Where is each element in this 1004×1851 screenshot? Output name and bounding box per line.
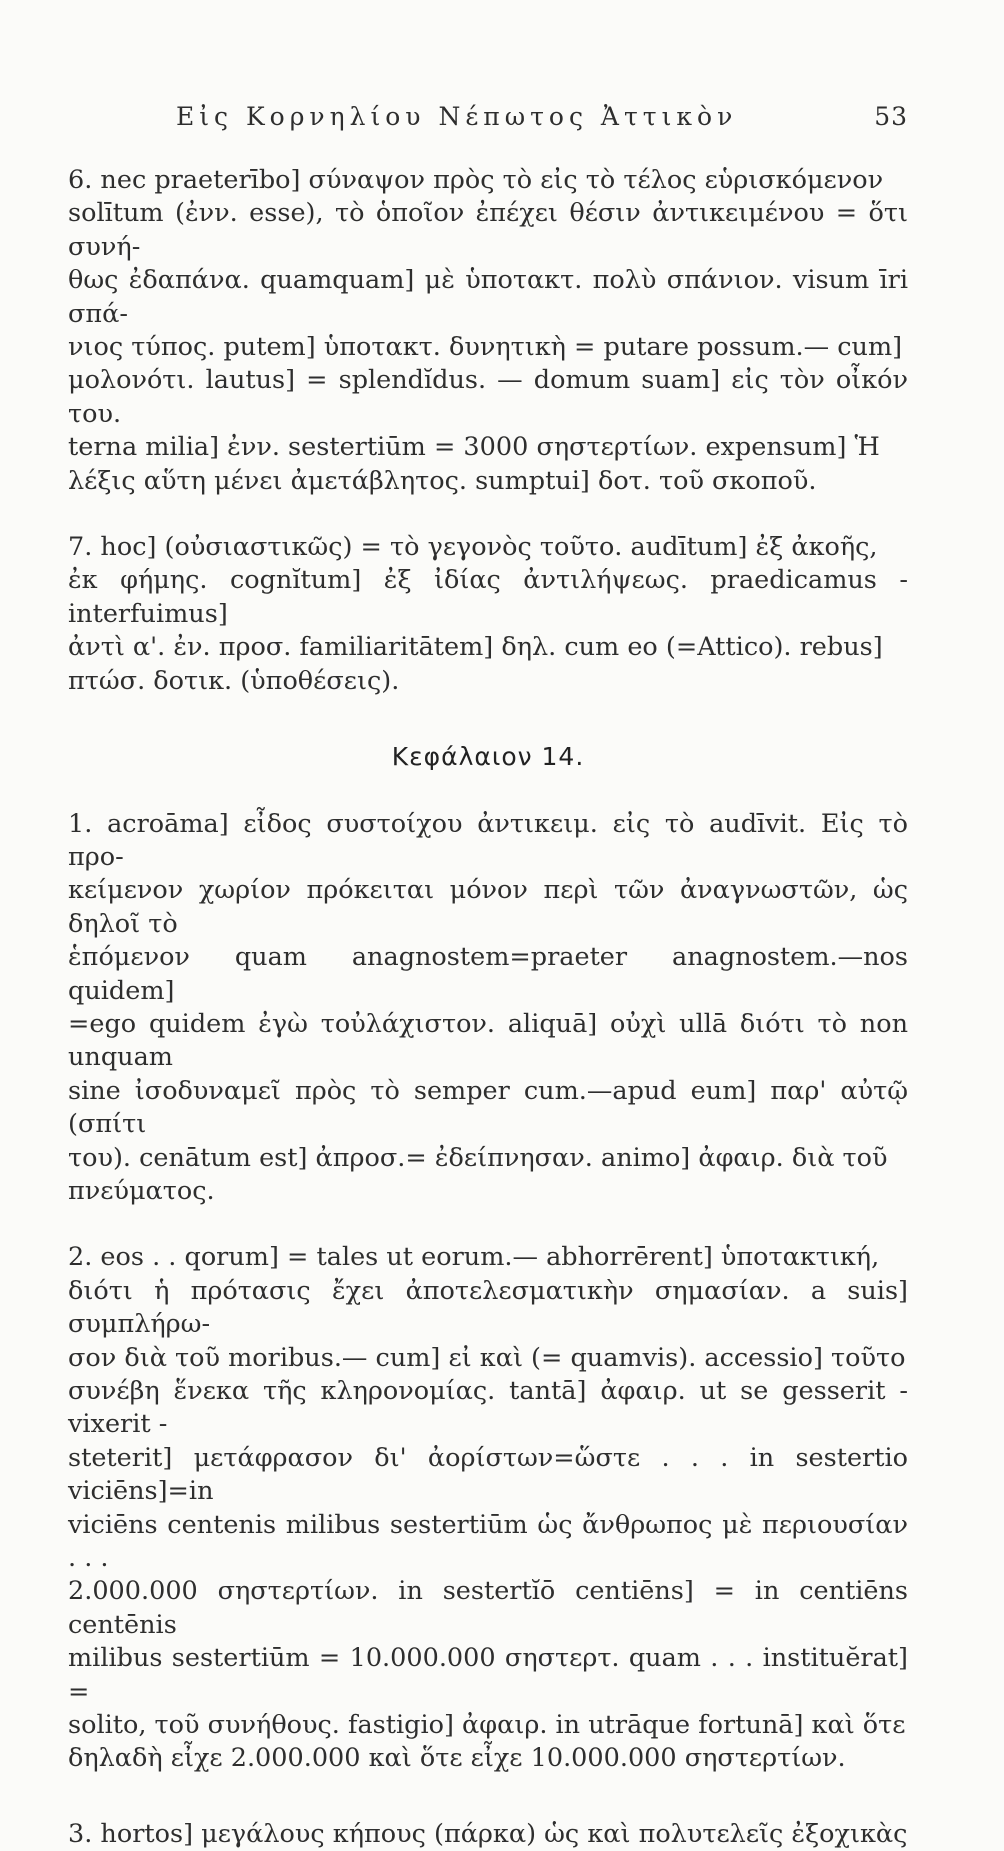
text-line: διότι ἡ πρότασις ἔχει ἀποτελεσματικὴν σημασίαν. a suis] συμπλήρω-: [68, 1275, 908, 1340]
text-line: 6. nec praeterībo] σύναψον πρὸς τὸ εἰς τὸ τέλος εὑρισκόμενον: [68, 165, 884, 195]
commentary-paragraph-7: [68, 531, 908, 698]
text-line: solito, τοῦ συνήθους. fastigio] ἀφαιρ. in utrāque fortunā] καὶ ὅτε: [68, 1710, 906, 1741]
text-line: θως ἐδαπάνα. quamquam] μὲ ὑποτακτ. πολὺ σπάνιον. visum īri σπά-: [68, 265, 908, 329]
text-line: συνέβη ἕνεκα τῆς κληρονομίας. tantā] ἀφαιρ. ut se gesserit - vixerit -: [68, 1376, 908, 1440]
text-line: 1. acroāma] εἶδος συστοίχου ἀντικειμ. εἰς τὸ audīvit. Εἰς τὸ προ-: [68, 808, 908, 872]
text-line: 7. hoc] (οὐσιαστικῶς) = τὸ γεγονὸς τοῦτο. audītum] ἐξ ἀκοῆς,: [68, 532, 878, 563]
running-header: [68, 102, 908, 138]
text-line: 2.000.000 σηστερτίων. in sestertĭō centiēns] = in centiēns centēnis: [68, 1576, 908, 1640]
text-line: πνεύματος.: [68, 1175, 215, 1206]
text-line: steterit] μετάφρασον δι' ἀορίστων=ὥστε . . . in sestertio viciēns]=in: [68, 1442, 908, 1507]
page-number: 53: [874, 102, 908, 131]
text-line: πτώσ. δοτικ. (ὑποθέσεις).: [68, 665, 400, 696]
text-line: terna milia] ἐνν. sestertiūm = 3000 σηστερτίων. expensum] Ἡ: [68, 432, 880, 463]
text-line: solītum (ἐνν. esse), τὸ ὁποῖον ἐπέχει θέσιν ἀντικειμένου = ὅτι συνή-: [68, 198, 908, 262]
text-line: viciēns centenis milibus sestertiūm ὡς ἄνθρωπος μὲ περιουσίαν . . .: [68, 1509, 908, 1574]
commentary-paragraph-14-2: [68, 1241, 908, 1776]
text-line: σον διὰ τοῦ moribus.— cum] εἰ καὶ (= quamvis). accessio] τοῦτο: [68, 1342, 906, 1373]
commentary-paragraph-6: [68, 164, 908, 498]
text-line: ἀντὶ α'. ἐν. προσ. familiaritātem] δηλ. cum eo (=Attico). rebus]: [68, 632, 883, 663]
chapter-heading: Κεφάλαιον 14.: [391, 742, 585, 772]
text-line: μολονότι. lautus] = splendĭdus. — domum suam] εἰς τὸν οἶκόν του.: [68, 365, 908, 429]
text-line: ἑπόμενον quam anagnostem=praeter anagnostem.—nos quidem]: [68, 942, 908, 1006]
text-line: 2. eos . . qorum] = tales ut eorum.— abhorrērent] ὑποτακτική,: [68, 1242, 880, 1273]
text-line: του). cenātum est] ἀπροσ.= ἐδείπνησαν. animo] ἀφαιρ. διὰ τοῦ: [68, 1142, 888, 1173]
page-body: [68, 164, 908, 1851]
header-title: Εἰς Κορνηλίου Νέπωτος Ἀττικὸν: [176, 102, 738, 131]
text-line: κείμενον χωρίον πρόκειται μόνον περὶ τῶν ἀναγνωστῶν, ὡς δηλοῖ τὸ: [68, 875, 908, 939]
text-line: 3. hortos] μεγάλους κήπους (πάρκα) ὡς καὶ πολυτελεῖς ἐξοχικὰς: [68, 1818, 908, 1849]
text-line: milibus sestertiūm = 10.000.000 σηστερτ. quam . . . instituĕrat] =: [68, 1643, 908, 1707]
text-line: ἐκ φήμης. cognĭtum] ἐξ ἰδίας ἀντιλήψεως. praedicamus - interfuimus]: [68, 565, 908, 629]
commentary-paragraph-14-1: [68, 808, 908, 1209]
text-line: λέξις αὕτη μένει ἀμετάβλητος. sumptui] δοτ. τοῦ σκοποῦ.: [68, 465, 817, 496]
text-line: =ego quidem ἐγὼ τοὐλάχιστον. aliquā] οὐχὶ ullā διότι τὸ non unquam: [68, 1008, 908, 1073]
text-line: δηλαδὴ εἶχε 2.000.000 καὶ ὅτε εἶχε 10.000.000 σηστερτίων.: [68, 1743, 846, 1774]
commentary-paragraph-14-3: [68, 1818, 908, 1851]
text-line: νιος τύπος. putem] ὑποτακτ. δυνητικὴ = putare possum.— cum]: [68, 332, 903, 363]
text-line: sine ἰσοδυναμεῖ πρὸς τὸ semper cum.—apud eum] παρ' αὐτῷ (σπίτι: [68, 1075, 908, 1140]
